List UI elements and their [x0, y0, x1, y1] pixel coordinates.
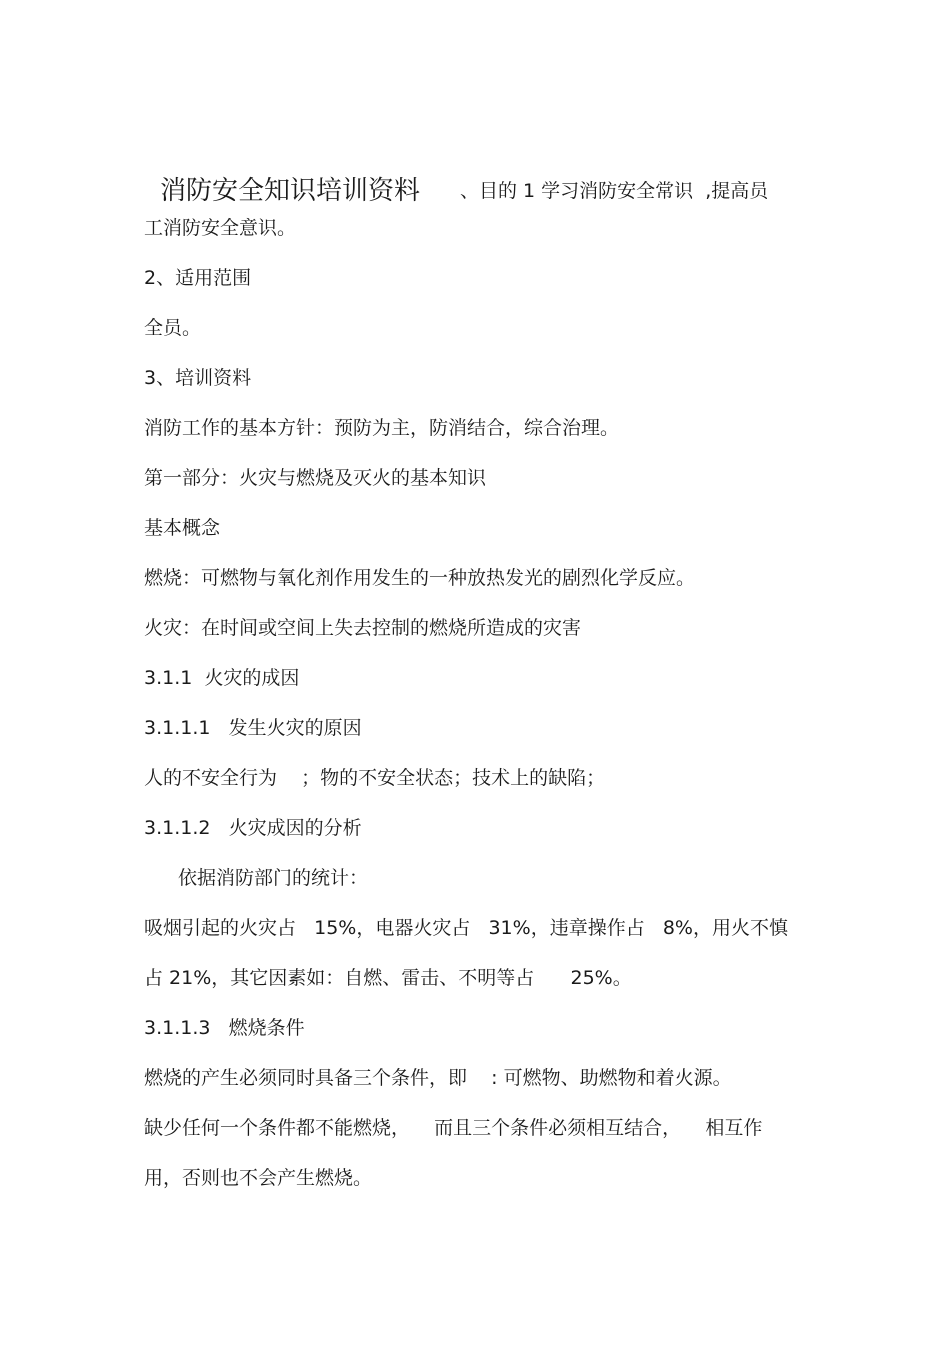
subheading-3-1-1-3: 3.1.1.3 燃烧条件 [144, 1017, 305, 1039]
paragraph-line: 用，否则也不会产生燃烧。 [144, 1167, 373, 1189]
paragraph-line: 依据消防部门的统计： [178, 867, 369, 889]
purpose-heading: 、目的 1 学习消防安全常识 ,提高员 [460, 180, 769, 202]
paragraph-line: 全员。 [144, 317, 202, 339]
document-title: 消防安全知识培训资料 [160, 176, 421, 206]
subheading-concepts: 基本概念 [144, 517, 221, 539]
title-line [144, 166, 814, 216]
part-heading: 第一部分：火灾与燃烧及灭火的基本知识 [144, 467, 487, 489]
paragraph-line: 吸烟引起的火灾占 15%，电器火灾占 31%，违章操作占 8%，用火不慎 [144, 917, 788, 939]
paragraph-line: 消防工作的基本方针：预防为主，防消结合，综合治理。 [144, 417, 620, 439]
subheading-3-1-1-1: 3.1.1.1 发生火灾的原因 [144, 717, 362, 739]
document-body [144, 166, 814, 1216]
section-heading-training: 3、培训资料 [144, 367, 252, 389]
paragraph-line: 燃烧的产生必须同时具备三个条件，即 : 可燃物、助燃物和着火源。 [144, 1067, 732, 1089]
section-heading-scope: 2、适用范围 [144, 267, 252, 289]
paragraph-line: 工消防安全意识。 [144, 217, 297, 239]
paragraph-line: 火灾：在时间或空间上失去控制的燃烧所造成的灾害 [144, 617, 582, 639]
paragraph-line: 人的不安全行为 ；物的不安全状态；技术上的缺陷； [144, 767, 606, 789]
paragraph-line: 燃烧：可燃物与氧化剂作用发生的一种放热发光的剧烈化学反应。 [144, 567, 696, 589]
paragraph-line: 占 21%，其它因素如：自燃、雷击、不明等占 25%。 [144, 967, 632, 989]
paragraph-line: 缺少任何一个条件都不能燃烧， 而且三个条件必须相互结合， 相互作 [144, 1117, 763, 1139]
subheading-3-1-1-2: 3.1.1.2 火灾成因的分析 [144, 817, 362, 839]
subheading-3-1-1: 3.1.1 火灾的成因 [144, 667, 300, 689]
